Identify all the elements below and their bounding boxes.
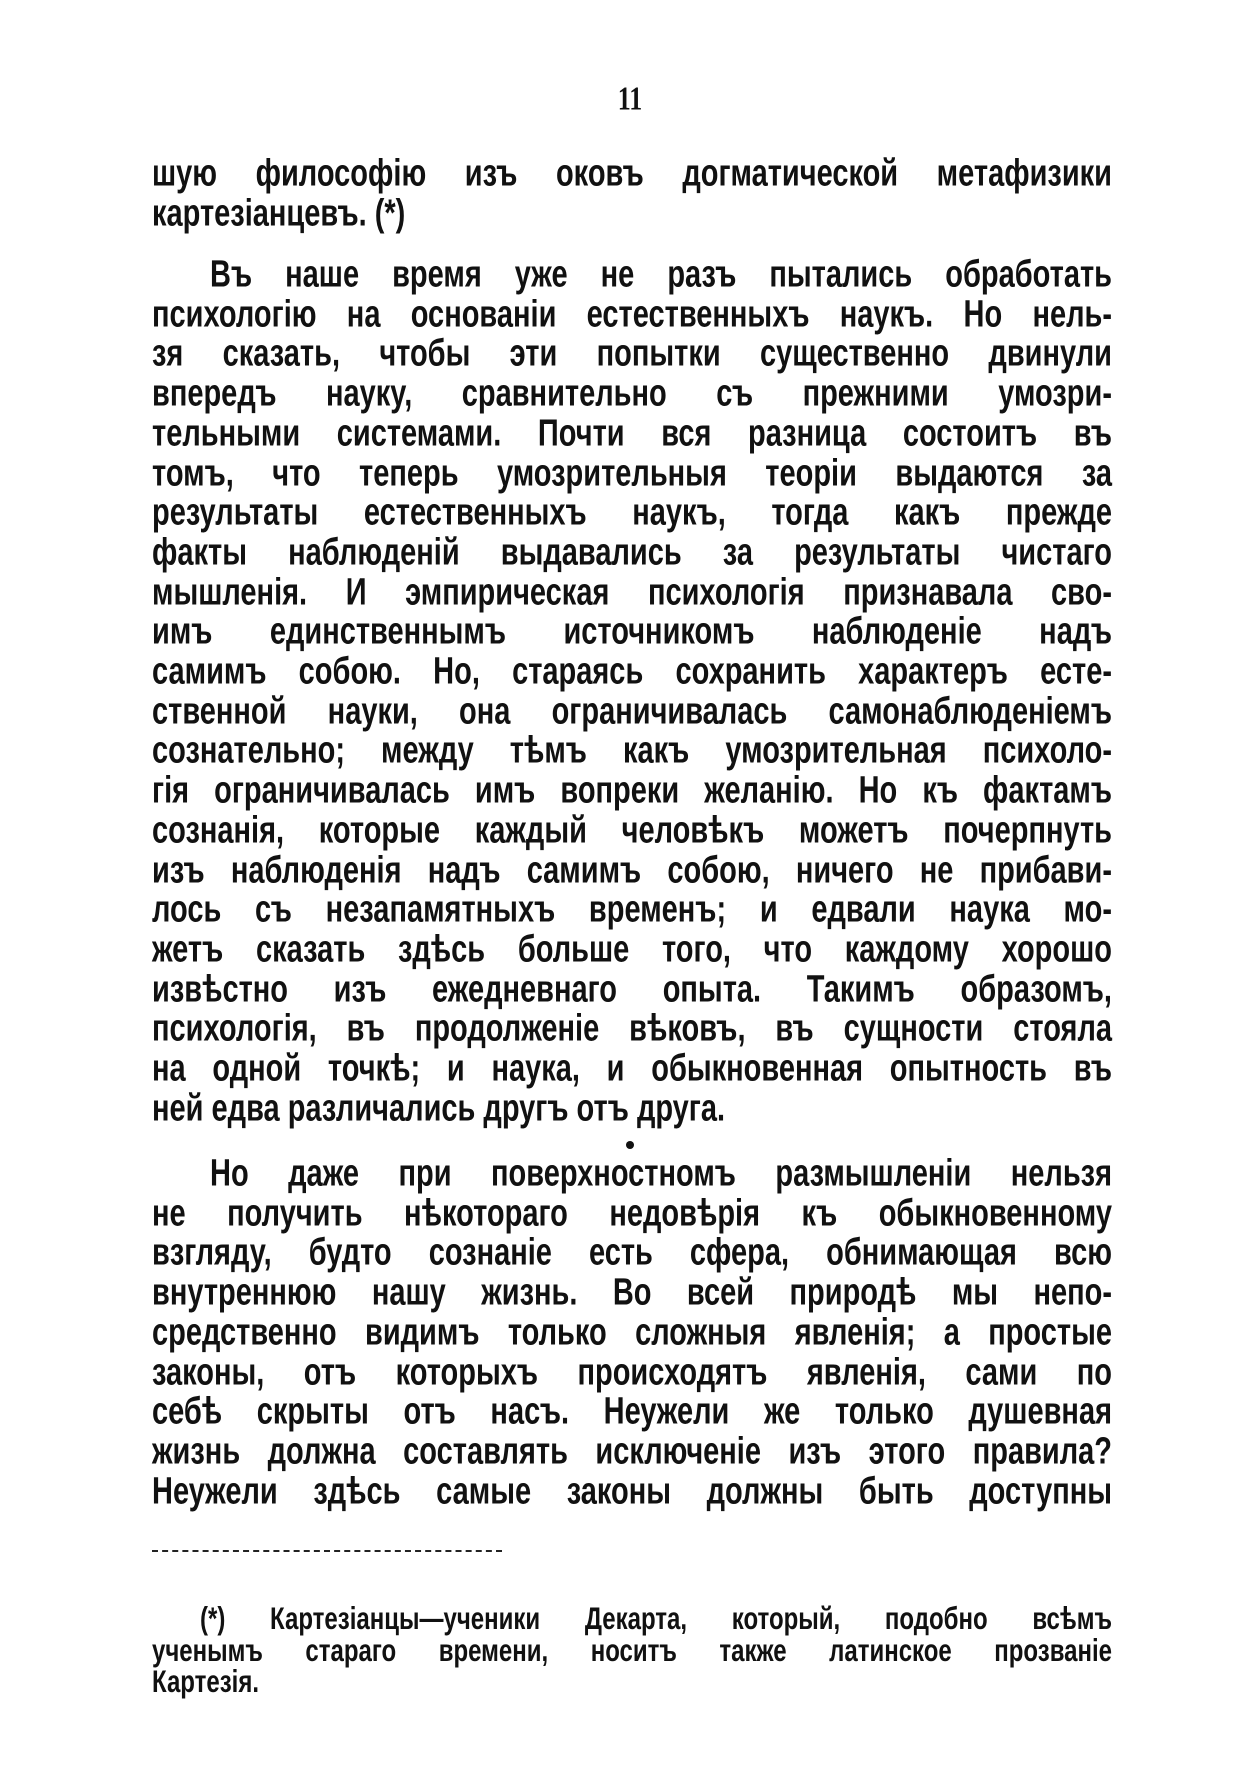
text-line: законы, отъ которыхъ происходятъ явленія, сами по [152, 1351, 1112, 1394]
text-line: Неужели здѣсь самые законы должны быть доступны [152, 1470, 1112, 1513]
text-line: ней едва различались другъ отъ друга. [152, 1087, 726, 1130]
text-line: внутреннюю нашу жизнь. Во всей природѣ мы непо- [152, 1272, 1112, 1314]
text-line: Въ наше время уже не разъ пытались обработать [210, 254, 1112, 296]
text-line: жетъ сказать здѣсь больше того, что каждому хорошо [152, 929, 1112, 971]
page-number: 11 [617, 79, 643, 118]
footnote-line: (*) Картезіанцы—ученики Декарта, который, подобно всѣмъ [200, 1601, 1112, 1637]
text-line: зя сказать, чтобы эти попытки существенно двинули [152, 333, 1112, 376]
text-line: Но даже при поверхностномъ размышленіи нельзя [210, 1153, 1112, 1195]
text-line: мышленія. И эмпирическая психологія признавала сво- [152, 571, 1112, 614]
text-line: самимъ собою. Но, стараясь сохранить характеръ есте- [152, 651, 1112, 693]
text-line: себѣ скрыты отъ насъ. Неужели же только душевная [152, 1391, 1112, 1433]
text-line: извѣстно изъ ежедневнаго опыта. Такимъ образомъ, [152, 968, 1112, 1011]
footnote-rule [152, 1550, 502, 1552]
ink-dot [626, 1141, 634, 1149]
text-line: томъ, что теперь умозрительныя теоріи выдаются за [152, 452, 1112, 495]
text-line: факты наблюденій выдавались за результаты чистаго [152, 532, 1112, 574]
text-line: изъ наблюденія надъ самимъ собою, ничего не прибави- [152, 849, 1112, 892]
text-line: сознанія, которые каждый человѣкъ можетъ почерпнуть [152, 809, 1112, 852]
text-line: взгляду, будто сознаніе есть сфера, обнимающая всю [152, 1232, 1112, 1275]
text-line: психологію на основаніи естественныхъ наукъ. Но нель- [152, 293, 1112, 336]
text-line: впередъ науку, сравнительно съ прежними умозри- [152, 373, 1112, 415]
footnote-line: ученымъ стараго времени, носитъ также латинское прозваніе [152, 1633, 1112, 1669]
text-line: не получить нѣкотораго недовѣрія къ обыкновенному [152, 1192, 1112, 1235]
text-line: жизнь должна составлять исключеніе изъ этого правила? [152, 1431, 1112, 1473]
text-line: имъ единственнымъ источникомъ наблюденіе надъ [152, 611, 1112, 654]
text-line: средственно видимъ только сложныя явленія; а простые [152, 1311, 1112, 1354]
footnote-line: Картезія. [152, 1664, 260, 1700]
text-line: гія ограничивалась имъ вопреки желанію. Но къ фактамъ [152, 770, 1112, 812]
text-line: результаты естественныхъ наукъ, тогда какъ прежде [152, 492, 1112, 534]
text-line: ственной науки, она ограничивалась самонаблюденіемъ [152, 690, 1112, 733]
text-line: психологія, въ продолженіе вѣковъ, въ сущности стояла [152, 1008, 1112, 1051]
text-line: тельными системами. Почти вся разница состоитъ въ [152, 412, 1112, 455]
text-line: лось съ незапамятныхъ временъ; и едвали наука мо- [152, 889, 1112, 931]
text-line: сознательно; между тѣмъ какъ умозрительная психоло- [152, 730, 1112, 773]
text-line: на одной точкѣ; и наука, и обыкновенная опытность въ [152, 1048, 1112, 1090]
text-line: шую философію изъ оковъ догматической метафизики [152, 153, 1112, 195]
text-line: картезіанцевъ. (*) [152, 192, 406, 235]
